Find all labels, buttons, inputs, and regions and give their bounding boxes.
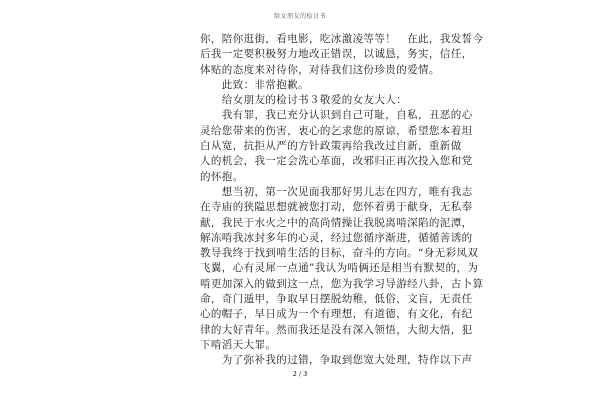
text-line: 律的大好青年。然而我还是没有深入领悟，大彻大悟，犯 (200, 323, 473, 336)
text-line: 人的机会，我一定会洗心革面，改邪归正再次投入您和党 (200, 155, 473, 168)
text-line: 心的帽子，早日成为一个有理想，有道德，有文化，有纪 (200, 308, 473, 321)
header-title: 给女朋友的检讨书 (273, 13, 326, 20)
text-line: 飞翼，心有灵犀一点通”我认为啃俩还是相当有默契的，为 (200, 262, 479, 275)
text-line: 后我一定要积极努力地改正错误，以诚恳，务实，信任， (200, 48, 473, 61)
text-line: 灵给您带来的伤害，衷心的乞求您的原谅，希望您本着坦 (200, 124, 473, 137)
text-line: 我有罪，我已充分认识到自己可耻，自私，丑恶的心 (200, 109, 473, 122)
page-number: 2 / 3 (292, 371, 308, 378)
text-line: 解冻啃我冰封多年的心灵，经过您循序渐进，循循善诱的 (200, 231, 473, 244)
text-line: 给女朋友的检讨书３敬爱的女友大人： (200, 94, 408, 107)
text-line: 献，我民于水火之中的高尚情操让我脱离啃深陷的泥潭， (200, 216, 473, 229)
text-line: 啃更加深入的做到这一点，您为我学习导游经八卦，古卜算 (200, 277, 484, 290)
text-line: 白从宽，抗拒从严的方针政策再给我改过自新，重新做 (200, 140, 462, 153)
text-line: 命，奇门遁甲，争取早日摆脱幼稚，低俗，文盲，无责任 (200, 293, 473, 306)
text-line: 教导我终于找到啃生活的目标，奋斗的方向。“身无彩凤双 (200, 247, 479, 260)
text-line: 想当初，第一次见面我那好男儿志在四方，唯有我志 (200, 185, 473, 198)
text-line: 的怀抱。 (200, 170, 244, 183)
text-line: 此致：非常抱歉。 (200, 78, 309, 91)
text-line: 在寺庙的狭隘思想就被您打动，您怀着勇于献身，无私奉 (200, 201, 473, 214)
text-line: 体贴的态度来对待你，对待我们这份珍贵的爱情。 (200, 63, 440, 76)
text-line: 你，陪你逛街，看电影，吃冰激凌等等！ 在此，我发誓今 (200, 33, 484, 45)
body-text (200, 32, 484, 369)
text-line: 下啃滔天大罪。 (200, 338, 277, 351)
text-line: 为了弥补我的过错，争取到您宽大处理，特作以下声 (200, 354, 473, 367)
